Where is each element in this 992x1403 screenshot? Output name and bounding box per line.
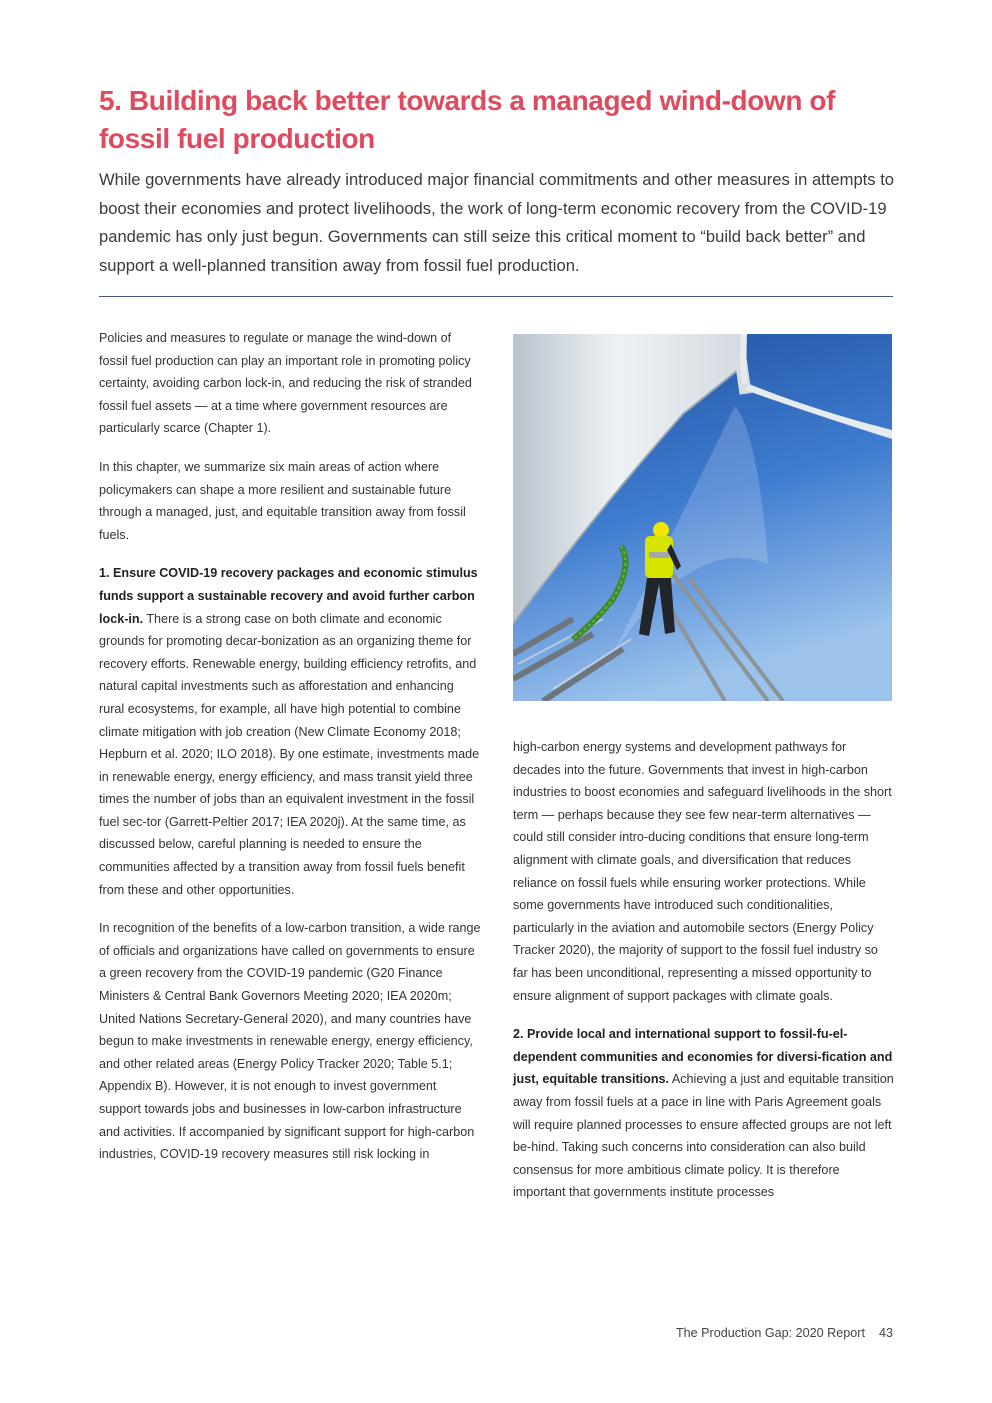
action-2-text: Achieving a just and equitable transition away from fossil fuels at a pace in line with Paris Agreement goals will require planned processes to ensure affected groups are not left be-hind. Taking such concerns into consideration can also build consensus for more ambitious climate policy. It is therefore important that governments institute processes (513, 1072, 894, 1200)
chapter-title-line-1: 5. Building back better towards a managed wind-down of (99, 85, 836, 116)
page-number: 43 (878, 1326, 893, 1340)
left-paragraph-1: Policies and measures to regulate or manage the wind-down of fossil fuel production can play an important role in promoting policy certainty, avoiding carbon lock-in, and reducing the risk of stranded fossil fuel assets — at a time where government resources are particularly scarce (Chapter 1). (99, 331, 472, 436)
action-1-text: There is a strong case on both climate and economic grounds for promoting decar-bonization as an organizing theme for recovery efforts. Renewable energy, building efficiency retrofits, and natural capital investments such as afforestation and enhancing rural ecosystems, for example, all have high potential to combine climate mitigation with job creation (New Climate Economy 2018; Hepburn et al. 2020; ILO 2018). By one estimate, investments made in renewable energy, energy efficiency, and mass transit yield three times the number of jobs than an equivalent investment in the fossil fuel sec-tor (Garrett-Peltier 2017; IEA 2020j). At the same time, as discussed below, careful planning is needed to ensure the communities affected by a transition away from fossil fuels benefit from these and other opportunities. (99, 611, 480, 897)
page-footer (560, 1323, 893, 1343)
section-divider (99, 296, 893, 297)
right-column (513, 736, 895, 1220)
report-title: The Production Gap: 2020 Report (675, 1326, 865, 1340)
left-paragraph-4: In recognition of the benefits of a low-carbon transition, a wide range of officials and organizations have called on governments to ensure a green recovery from the COVID-19 pandemic (G20 Finance Ministers & Central Bank Governors Meeting 2020; IEA 2020m; United Nations Secretary-General 2020), and many countries have begun to make investments in renewable energy, energy efficiency, and other related areas (Energy Policy Tracker 2020; Table 5.1; Appendix B). However, it is not enough to invest government support towards jobs and businesses in low-carbon infrastructure and activities. If accompanied by significant support for high-carbon industries, COVID-19 recovery measures still risk locking in (99, 921, 481, 1162)
right-paragraph-1: high-carbon energy systems and development pathways for decades into the future. Governments that invest in high-carbon industries to boost economies and safeguard livelihoods in the short term — perhaps because they see few near-term alternatives — could still consider intro-ducing conditions that ensure long-term alignment with climate goals, and diversification that reduces reliance on fossil fuels while ensuring worker protections. While some governments have introduced such conditionalities, particularly in the aviation and automobile sectors (Energy Policy Tracker 2020), the majority of support to the fossil fuel industry so far has been unconditional, representing a missed opportunity to ensure alignment of support packages with climate goals. (513, 740, 892, 1003)
left-paragraph-3 (99, 562, 481, 901)
left-paragraph-2: In this chapter, we summarize six main areas of action where policymakers can shape a more resilient and sustainable future through a managed, just, and equitable transition away from fossil fuels. (99, 459, 466, 542)
action-2-heading: 2. Provide local and international support to fossil-fu-el-dependent communities and economies for diversi-fication and just, equitable transitions. (513, 1027, 893, 1087)
right-paragraph-2 (513, 1023, 895, 1204)
left-column (99, 327, 481, 1182)
chapter-title (99, 82, 899, 158)
wind-turbine-photo (513, 334, 892, 701)
action-1-heading: 1. Ensure COVID-19 recovery packages and economic stimulus funds support a sustainable recovery and avoid further carbon lock-in. (99, 566, 478, 626)
chapter-title-line-2: fossil fuel production (99, 123, 375, 154)
chapter-intro: While governments have already introduced major financial commitments and other measures in attempts to boost their economies and protect livelihoods, the work of long-term economic recovery from the COVID-19 pandemic has only just begun. Governments can still seize this critical moment to “build back better” and support a well-planned transition away from fossil fuel production. (99, 170, 895, 275)
